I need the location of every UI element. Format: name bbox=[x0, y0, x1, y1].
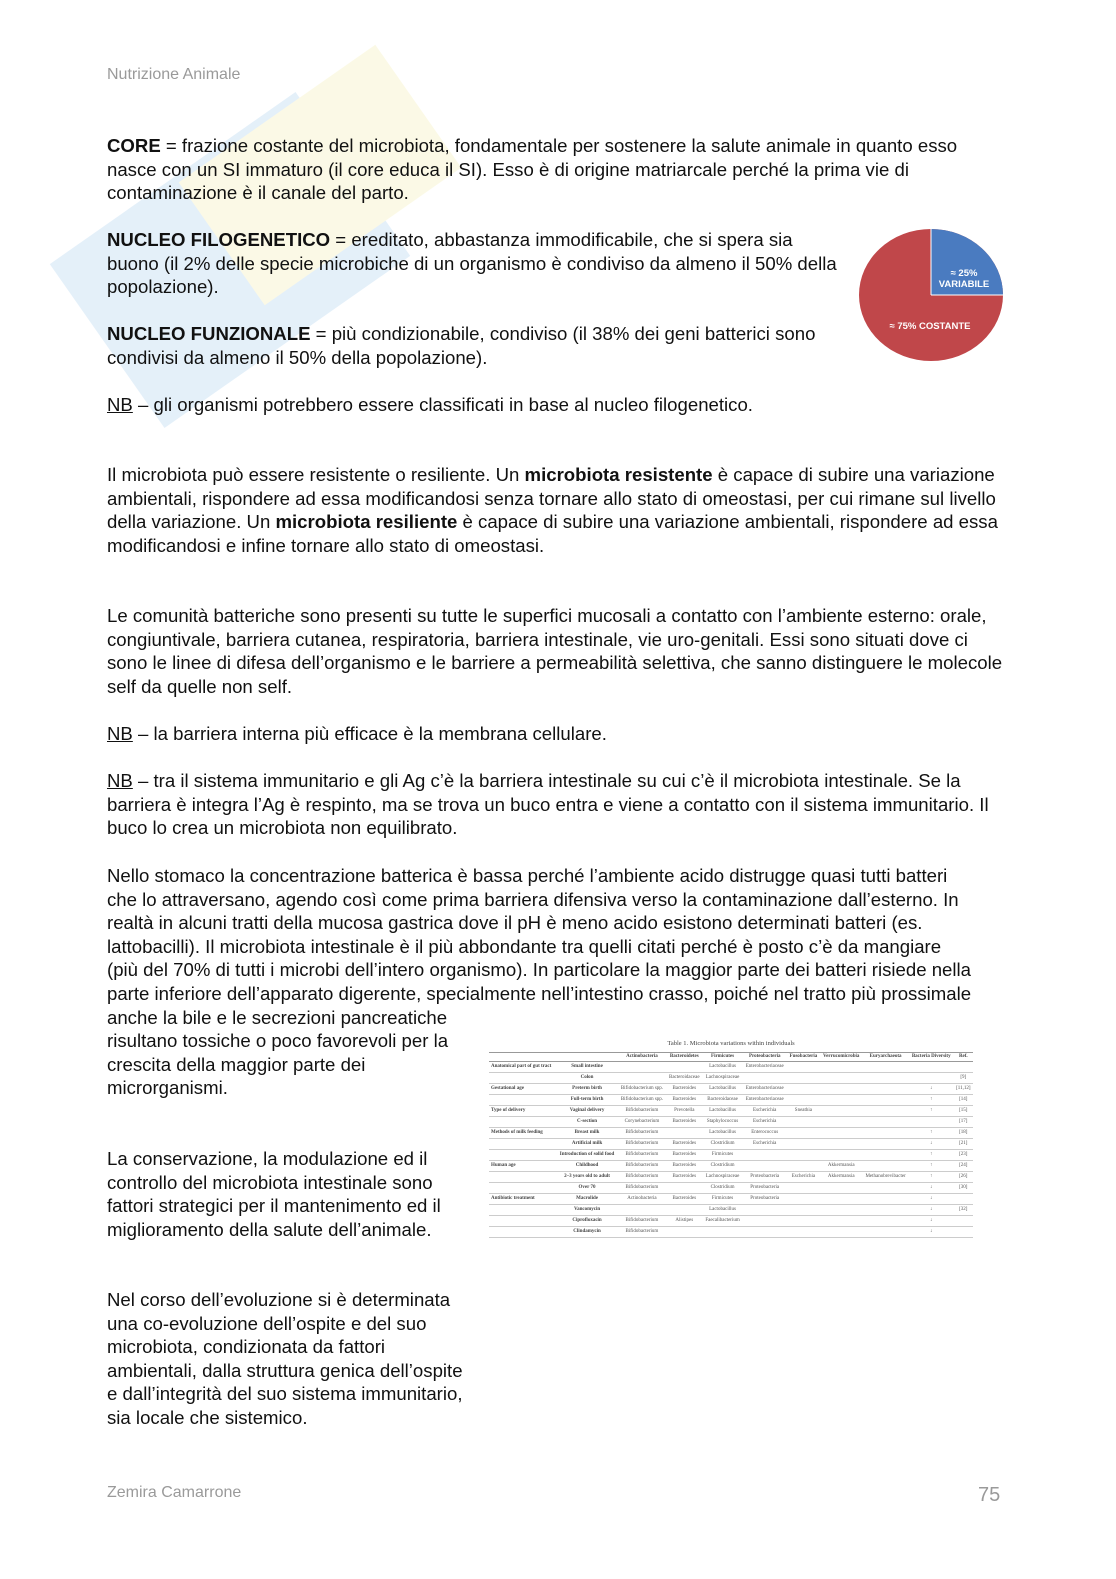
table-cell: Type of delivery bbox=[489, 1106, 556, 1117]
table-cell: Clindamycin bbox=[556, 1227, 617, 1238]
table-cell bbox=[954, 1216, 973, 1227]
table-cell: Escherichia bbox=[743, 1139, 787, 1150]
nb-text: – la barriera interna più efficace è la membrana cellulare. bbox=[132, 723, 607, 744]
table-cell: Escherichia bbox=[743, 1106, 787, 1117]
nucleo-funzionale-term: NUCLEO FUNZIONALE bbox=[107, 323, 311, 344]
page-number: 75 bbox=[978, 1484, 1001, 1506]
table-cell: ↑ bbox=[909, 1128, 954, 1139]
table-cell: Lactobacillus bbox=[702, 1128, 742, 1139]
table-cell bbox=[489, 1139, 556, 1150]
table-header-cell: Euryarchaeota bbox=[862, 1053, 908, 1062]
table-cell: Colon bbox=[556, 1073, 617, 1084]
table-cell: Over 70 bbox=[556, 1183, 617, 1194]
table-cell: Bifidobacterium bbox=[618, 1150, 666, 1161]
table-cell bbox=[862, 1194, 908, 1205]
table-cell bbox=[862, 1084, 908, 1095]
table-cell bbox=[862, 1117, 908, 1128]
table-row bbox=[489, 1161, 973, 1172]
table-row bbox=[489, 1062, 973, 1073]
table-header-cell: Fusobacteria bbox=[787, 1053, 820, 1062]
table-row bbox=[489, 1227, 973, 1238]
table-header-cell: Proteobacteria bbox=[743, 1053, 787, 1062]
table-cell bbox=[820, 1205, 862, 1216]
table-cell bbox=[820, 1106, 862, 1117]
table-cell bbox=[743, 1161, 787, 1172]
nb-barriera-note bbox=[107, 722, 1007, 746]
nb-label: NB bbox=[107, 394, 133, 415]
table-cell: [30] bbox=[954, 1183, 973, 1194]
table-cell: Lactobacillus bbox=[702, 1084, 742, 1095]
table-cell: Enterobacteriaceae bbox=[743, 1084, 787, 1095]
table-cell: Antibiotic treatment bbox=[489, 1194, 556, 1205]
nucleo-funzionale-text: = più condizionabile, condiviso (il 38% dei geni batterici sono condivisi da almeno il 50% della popolazione). bbox=[107, 323, 816, 368]
table-cell: ↑ bbox=[909, 1172, 954, 1183]
nb-text: – tra il sistema immunitario e gli Ag c’è la barriera intestinale su cui c’è il microbiota intestinale. Se la barriera è integra l’Ag è respinto, ma se trova un buco entra e viene a contatto con il sistema immunitario. Il buco lo crea un microbiota non equilibrato. bbox=[107, 770, 989, 839]
table-cell: Bifidobacterium bbox=[618, 1183, 666, 1194]
table-cell bbox=[666, 1183, 702, 1194]
table-title: Table 1. Microbiota variations within individuals bbox=[667, 1040, 795, 1047]
table-cell bbox=[862, 1205, 908, 1216]
table-cell bbox=[787, 1183, 820, 1194]
table-cell: Clostridium bbox=[702, 1161, 742, 1172]
table-cell: [11,12] bbox=[954, 1084, 973, 1095]
table-row bbox=[489, 1194, 973, 1205]
table-cell bbox=[743, 1205, 787, 1216]
table-cell bbox=[787, 1216, 820, 1227]
table-cell: Childhood bbox=[556, 1161, 617, 1172]
table-row bbox=[489, 1216, 973, 1227]
table-cell: Bifidobacterium bbox=[618, 1128, 666, 1139]
table-cell: Proteobacteria bbox=[743, 1194, 787, 1205]
table-cell: Corynebacterium bbox=[618, 1117, 666, 1128]
core-paragraph bbox=[107, 134, 1007, 205]
conservazione-paragraph: La conservazione, la modulazione ed il controllo del microbiota intestinale sono fattori strategici per il mantenimento ed il miglioramento della salute dell’animale. bbox=[107, 1148, 441, 1240]
table-cell: Actinobacteria bbox=[618, 1194, 666, 1205]
table-cell bbox=[862, 1150, 908, 1161]
table-cell: Bacteroidaceae bbox=[666, 1073, 702, 1084]
table-cell: [17] bbox=[954, 1117, 973, 1128]
comunita-paragraph: Le comunità batteriche sono presenti su tutte le superfici mucosali a contatto con l’ambiente esterno: orale, congiuntivale, barriera cutanea, respiratoria, barriera intestinale, vie uro-genitali. Essi sono situati dove ci sono le linee di difesa dell’organismo e le barriere a permeabilità selettiva, che sanno distinguere le molecole self da quelle non self. bbox=[107, 605, 1003, 697]
table-cell bbox=[743, 1227, 787, 1238]
resilience-bold-resiliente: microbiota resiliente bbox=[275, 511, 458, 533]
table-header-cell: Bacteria Diversity bbox=[909, 1053, 954, 1062]
table-row bbox=[489, 1205, 973, 1216]
table-cell: Small intestine bbox=[556, 1062, 617, 1073]
table-cell: Methods of milk feeding bbox=[489, 1128, 556, 1139]
table-cell bbox=[954, 1062, 973, 1073]
table-cell: ↓ bbox=[909, 1216, 954, 1227]
table-cell bbox=[787, 1205, 820, 1216]
table-cell: Bacteroides bbox=[666, 1095, 702, 1106]
table-cell: Escherichia bbox=[743, 1117, 787, 1128]
table-cell: ↓ bbox=[909, 1227, 954, 1238]
table-cell bbox=[787, 1062, 820, 1073]
table-cell: Bifidobacterium spp. bbox=[618, 1095, 666, 1106]
running-header: Nutrizione Animale bbox=[107, 66, 241, 83]
core-term: CORE bbox=[107, 135, 161, 156]
table-cell bbox=[787, 1194, 820, 1205]
table-row bbox=[489, 1150, 973, 1161]
table-cell: Bifidobacterium spp. bbox=[618, 1084, 666, 1095]
table-cell: ↑ bbox=[909, 1106, 954, 1117]
core-text: = frazione costante del microbiota, fondamentale per sostenere la salute animale in quanto esso nasce con un SI immaturo (il core educa il SI). Esso è di origine matriarcale perché la prima vie di contaminazione è il canale del parto. bbox=[107, 135, 958, 204]
table-cell bbox=[787, 1150, 820, 1161]
table-cell bbox=[666, 1205, 702, 1216]
table-cell bbox=[787, 1084, 820, 1095]
table-cell bbox=[909, 1062, 954, 1073]
table-cell: Breast milk bbox=[556, 1128, 617, 1139]
table-cell: Bacteroides bbox=[666, 1194, 702, 1205]
table-row bbox=[489, 1128, 973, 1139]
table-cell bbox=[787, 1073, 820, 1084]
table-cell bbox=[820, 1194, 862, 1205]
table-cell: Vaginal delivery bbox=[556, 1106, 617, 1117]
table-cell bbox=[489, 1172, 556, 1183]
table-cell bbox=[489, 1205, 556, 1216]
table-cell bbox=[618, 1062, 666, 1073]
table-cell: Clostridium bbox=[702, 1183, 742, 1194]
table-cell bbox=[489, 1183, 556, 1194]
pie-label-costante: ≈ 75% COSTANTE bbox=[889, 321, 971, 332]
table-cell: C-section bbox=[556, 1117, 617, 1128]
table-cell: Vancomycin bbox=[556, 1205, 617, 1216]
table-cell: Methanobrevibacter bbox=[862, 1172, 908, 1183]
table-cell: Bifidobacterium bbox=[618, 1139, 666, 1150]
table-cell: Clostridium bbox=[702, 1139, 742, 1150]
table-cell: Enterobacteriaceae bbox=[743, 1095, 787, 1106]
table-cell bbox=[702, 1227, 742, 1238]
table-cell: Full-term birth bbox=[556, 1095, 617, 1106]
table-cell: [21] bbox=[954, 1139, 973, 1150]
nb-sistema-immunitario-note bbox=[107, 769, 1007, 840]
table-cell bbox=[489, 1216, 556, 1227]
table-row bbox=[489, 1172, 973, 1183]
table-header-cell: Ref. bbox=[954, 1053, 973, 1062]
table-cell bbox=[862, 1183, 908, 1194]
table-cell bbox=[787, 1227, 820, 1238]
table-cell: Sneathia bbox=[787, 1106, 820, 1117]
table-cell: Human age bbox=[489, 1161, 556, 1172]
table-cell bbox=[787, 1128, 820, 1139]
nb-label: NB bbox=[107, 770, 133, 791]
table-cell: Bifidobacterium bbox=[618, 1172, 666, 1183]
table-cell: Lachnospiraceae bbox=[702, 1172, 742, 1183]
table-cell: Bacteroides bbox=[666, 1117, 702, 1128]
table-header-cell: Bacteroidetes bbox=[666, 1053, 702, 1062]
table-cell: [32] bbox=[954, 1205, 973, 1216]
table-cell: [23] bbox=[954, 1150, 973, 1161]
table-cell: Bacteroidaceae bbox=[702, 1095, 742, 1106]
table-row bbox=[489, 1073, 973, 1084]
pie-chart bbox=[858, 228, 1004, 362]
table-cell: Bacteroides bbox=[666, 1139, 702, 1150]
table-cell bbox=[666, 1227, 702, 1238]
table-cell: [15] bbox=[954, 1106, 973, 1117]
table-cell: Firmicutes bbox=[702, 1194, 742, 1205]
pie-label-variabile-name: VARIABILE bbox=[938, 279, 990, 290]
table-header-row bbox=[489, 1053, 973, 1062]
table-cell bbox=[743, 1073, 787, 1084]
table-cell bbox=[862, 1161, 908, 1172]
table-cell bbox=[489, 1150, 556, 1161]
evoluzione-paragraph: Nel corso dell’evoluzione si è determinata una co-evoluzione dell’ospite e del suo microbiota, condizionata da fattori ambientali, dalla struttura genica dell’ospite e dall’integrità del suo sistema immunitario, sia locale che sistemico. bbox=[107, 1289, 463, 1428]
table-cell bbox=[820, 1216, 862, 1227]
table-cell bbox=[820, 1128, 862, 1139]
table-cell bbox=[820, 1073, 862, 1084]
table-cell bbox=[909, 1117, 954, 1128]
table-header-cell: Actinobacteria bbox=[618, 1053, 666, 1062]
table-cell bbox=[666, 1062, 702, 1073]
table-cell bbox=[820, 1139, 862, 1150]
table-cell bbox=[743, 1150, 787, 1161]
table-cell bbox=[666, 1128, 702, 1139]
table-cell bbox=[862, 1216, 908, 1227]
resilience-bold-resistente: microbiota resistente bbox=[524, 464, 713, 485]
table-cell: Proteobacteria bbox=[743, 1183, 787, 1194]
table-cell bbox=[743, 1216, 787, 1227]
table-cell: [24] bbox=[954, 1161, 973, 1172]
resilience-text-3: è capace di subire una variazione ambientali, rispondere ad essa modificandosi e infine tornare allo stato di omeostasi. bbox=[107, 511, 998, 556]
table-cell: Bifidobacterium bbox=[618, 1216, 666, 1227]
table-cell: Staphylococcus bbox=[702, 1117, 742, 1128]
table-cell: ↓ bbox=[909, 1084, 954, 1095]
table-cell bbox=[862, 1062, 908, 1073]
table-cell: Proteobacteria bbox=[743, 1172, 787, 1183]
table-cell: [26] bbox=[954, 1172, 973, 1183]
table-cell bbox=[489, 1117, 556, 1128]
table-cell bbox=[820, 1062, 862, 1073]
table-cell: Lactobacillus bbox=[702, 1062, 742, 1073]
table-cell: Akkermansia bbox=[820, 1172, 862, 1183]
table-row bbox=[489, 1117, 973, 1128]
table-cell: [18] bbox=[954, 1128, 973, 1139]
table-cell bbox=[954, 1227, 973, 1238]
table-cell: Enterobacteriaceae bbox=[743, 1062, 787, 1073]
table-cell bbox=[489, 1227, 556, 1238]
table-cell: Firmicutes bbox=[702, 1150, 742, 1161]
table-cell: ↓ bbox=[909, 1205, 954, 1216]
table-header-cell: Firmicutes bbox=[702, 1053, 742, 1062]
table-cell: Lachnospiraceae bbox=[702, 1073, 742, 1084]
table-cell bbox=[820, 1150, 862, 1161]
table-cell: Bacteroides bbox=[666, 1161, 702, 1172]
table-cell bbox=[787, 1139, 820, 1150]
table-cell: Bacteroides bbox=[666, 1150, 702, 1161]
table-cell bbox=[820, 1183, 862, 1194]
table-cell: Preterm birth bbox=[556, 1084, 617, 1095]
table-row bbox=[489, 1084, 973, 1095]
table-cell bbox=[862, 1073, 908, 1084]
table-cell bbox=[618, 1073, 666, 1084]
table-cell: Akkermansia bbox=[820, 1161, 862, 1172]
nucleo-filogenetico-paragraph bbox=[107, 228, 842, 299]
table-cell: Bifidobacterium bbox=[618, 1161, 666, 1172]
table-cell: Gestational age bbox=[489, 1084, 556, 1095]
table-cell: [9] bbox=[954, 1073, 973, 1084]
table-cell: Bacteroides bbox=[666, 1172, 702, 1183]
table-cell bbox=[954, 1194, 973, 1205]
table-cell: ↑ bbox=[909, 1095, 954, 1106]
table-cell: Escherichia bbox=[787, 1172, 820, 1183]
pie-label-variabile-pct: ≈ 25% bbox=[950, 268, 978, 279]
table-cell: Artificial milk bbox=[556, 1139, 617, 1150]
table-cell: [14] bbox=[954, 1095, 973, 1106]
table-cell: Lactobacillus bbox=[702, 1106, 742, 1117]
table-row bbox=[489, 1106, 973, 1117]
nb-filogenetico-note bbox=[107, 393, 1007, 417]
table-cell: ↓ bbox=[909, 1183, 954, 1194]
table-header-cell bbox=[556, 1053, 617, 1062]
table-cell bbox=[820, 1117, 862, 1128]
table-header-cell: Verrucomicrobia bbox=[820, 1053, 862, 1062]
table-cell: Macrolide bbox=[556, 1194, 617, 1205]
table-cell: Bifidobacterium bbox=[618, 1106, 666, 1117]
nucleo-filogenetico-term: NUCLEO FILOGENETICO bbox=[107, 229, 331, 250]
table-cell: Enterococcus bbox=[743, 1128, 787, 1139]
nb-text: – gli organismi potrebbero essere classificati in base al nucleo filogenetico. bbox=[132, 394, 753, 415]
table-cell bbox=[862, 1095, 908, 1106]
table-cell bbox=[862, 1106, 908, 1117]
table-cell bbox=[820, 1227, 862, 1238]
table-cell: ↓ bbox=[909, 1139, 954, 1150]
table-cell: ↓ bbox=[909, 1194, 954, 1205]
table-cell bbox=[489, 1073, 556, 1084]
table-cell bbox=[862, 1227, 908, 1238]
table-cell bbox=[489, 1095, 556, 1106]
table-cell: Introduction of solid food bbox=[556, 1150, 617, 1161]
table-cell: Anatomical part of gut tract bbox=[489, 1062, 556, 1073]
footer-author: Zemira Camarrone bbox=[107, 1484, 242, 1501]
table-cell: Bifidobacterium bbox=[618, 1227, 666, 1238]
table-cell bbox=[862, 1128, 908, 1139]
table-cell bbox=[787, 1161, 820, 1172]
table-cell bbox=[862, 1139, 908, 1150]
resilience-text-2: è capace di subire una variazione ambientali, rispondere ad essa modificandosi senza tornare allo stato di omeostasi, per cui rimane sul livello della variazione. Un bbox=[107, 464, 996, 533]
table-cell bbox=[787, 1095, 820, 1106]
resilience-text-1: Il microbiota può essere resistente o resiliente. Un bbox=[107, 464, 525, 485]
table-cell bbox=[618, 1205, 666, 1216]
stomaco-paragraph: Nello stomaco la concentrazione batterica è bassa perché l’ambiente acido distrugge quasi tutti batteri che lo attraversano, agendo così come prima barriera difensiva verso la contaminazione dall’esterno. In realtà in alcuni tratti della mucosa gastrica dove il pH è meno acido esistono determinati batteri (es. lattobacilli). Il microbiota intestinale è il più abbondante tra quelli citati perché è posto c’è da mangiare (più del 70% di tutti i microbi dell’intero organismo). In particolare la maggior parte dei batteri risiede nella parte inferiore dell’apparato digerente, specialmente nell’intestino crasso, poiché nel tratto più prossimale anche la bile e le secrezioni pancreatiche bbox=[107, 865, 972, 1028]
nb-label: NB bbox=[107, 723, 133, 744]
table-cell: Prevotella bbox=[666, 1106, 702, 1117]
table-cell: Bacteroides bbox=[666, 1084, 702, 1095]
table-cell: Alistipes bbox=[666, 1216, 702, 1227]
table-cell bbox=[909, 1073, 954, 1084]
table-cell bbox=[787, 1117, 820, 1128]
table-cell bbox=[820, 1095, 862, 1106]
table-row bbox=[489, 1139, 973, 1150]
table-cell: 2–3 years old to adult bbox=[556, 1172, 617, 1183]
table-row bbox=[489, 1095, 973, 1106]
table-row bbox=[489, 1183, 973, 1194]
table-grid bbox=[489, 1052, 973, 1238]
resilience-paragraph bbox=[107, 463, 1007, 557]
table-cell: Ciprofloxacin bbox=[556, 1216, 617, 1227]
table-cell bbox=[820, 1084, 862, 1095]
table-header-cell bbox=[489, 1053, 556, 1062]
nucleo-funzionale-paragraph bbox=[107, 322, 842, 369]
table-cell: ↑ bbox=[909, 1161, 954, 1172]
table-cell: ↑ bbox=[909, 1150, 954, 1161]
microbiota-variations-table bbox=[489, 1040, 973, 1468]
table-cell: Lactobacillus bbox=[702, 1205, 742, 1216]
stomaco-continuation: risultano tossiche o poco favorevoli per la crescita della maggior parte dei microrganismi. bbox=[107, 1030, 449, 1099]
table-cell: Faecalibacterium bbox=[702, 1216, 742, 1227]
nucleo-filogenetico-text: = ereditato, abbastanza immodificabile, che si spera sia buono (il 2% delle specie microbiche di un organismo è condiviso da almeno il 50% della popolazione). bbox=[107, 229, 837, 298]
